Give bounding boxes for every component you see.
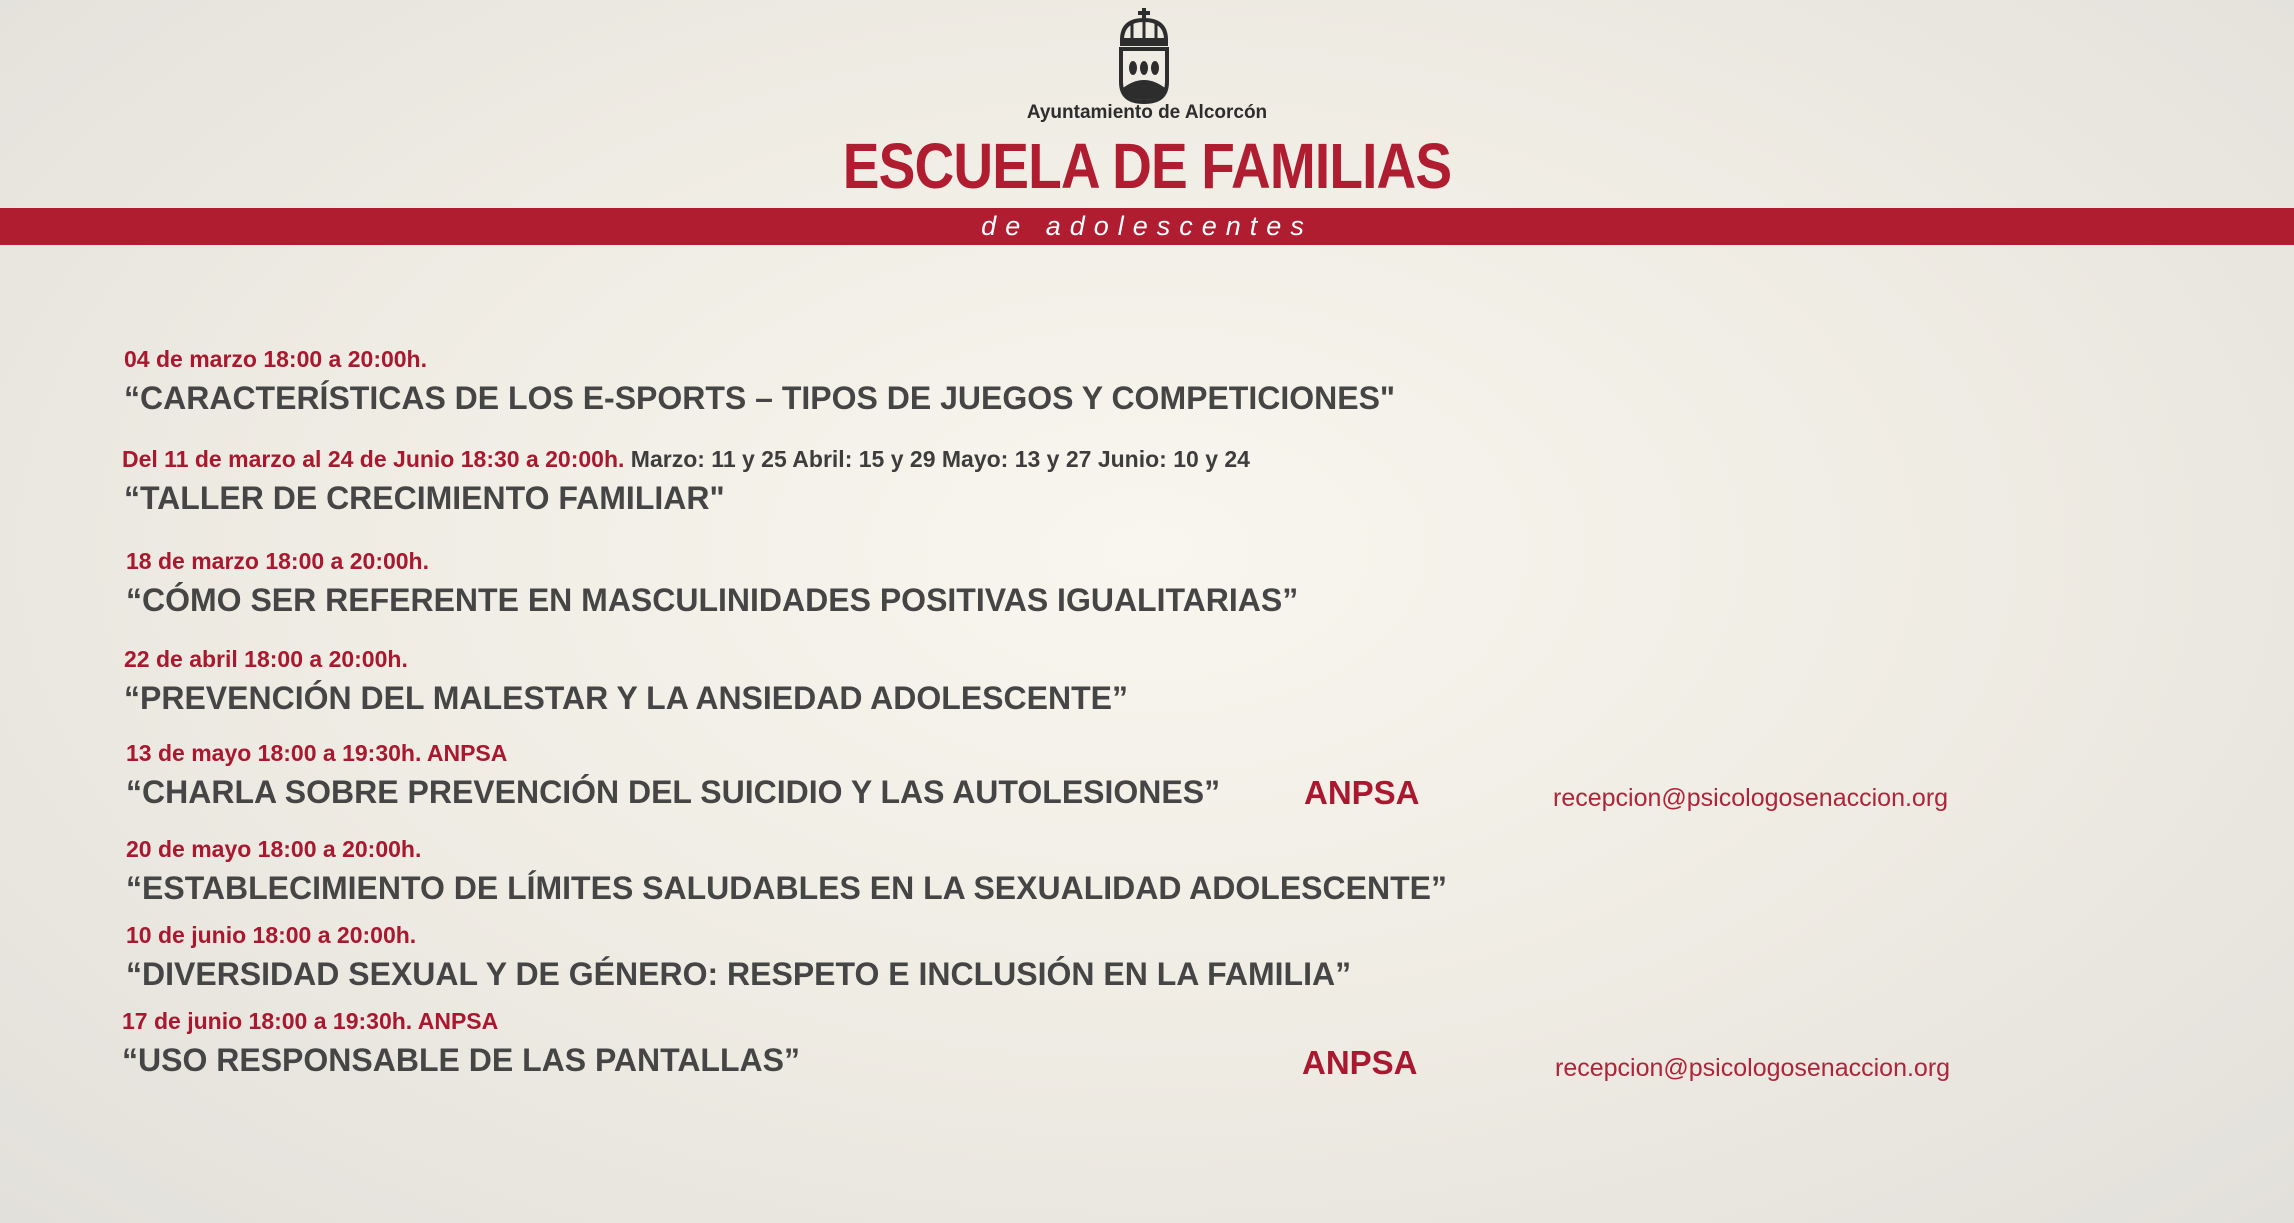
city-hall-name: Ayuntamiento de Alcorcón	[1026, 102, 1268, 123]
event-date: 04 de marzo 18:00 a 20:00h.	[124, 346, 427, 372]
event-date: 13 de mayo 18:00 a 19:30h. ANPSA	[126, 740, 508, 766]
event-date: 22 de abril 18:00 a 20:00h.	[124, 646, 408, 672]
event-title: “ESTABLECIMIENTO DE LÍMITES SALUDABLES EN LA SEXUALIDAD ADOLESCENTE”	[126, 870, 1447, 906]
event-schedule: Marzo: 11 y 25 Abril: 15 y 29 Mayo: 13 y 27 Junio: 10 y 24	[630, 446, 1250, 472]
event-title: “TALLER DE CRECIMIENTO FAMILIAR"	[124, 480, 725, 516]
subtitle-band	[0, 208, 2294, 245]
page-title: ESCUELA DE FAMILIAS	[842, 130, 1452, 202]
event-organizer: ANPSA	[1302, 1044, 1418, 1081]
event-email-link[interactable]: recepcion@psicologosenaccion.org	[1553, 784, 1949, 812]
event-email-link[interactable]: recepcion@psicologosenaccion.org	[1555, 1054, 1951, 1082]
event-date: 18 de marzo 18:00 a 20:00h.	[126, 548, 429, 574]
event-title: “CÓMO SER REFERENTE EN MASCULINIDADES POSITIVAS IGUALITARIAS”	[126, 582, 1299, 618]
page-subtitle: de adolescentes	[981, 211, 1313, 241]
event-title: “CHARLA SOBRE PREVENCIÓN DEL SUICIDIO Y LAS AUTOLESIONES”	[126, 774, 1221, 810]
event-title: “DIVERSIDAD SEXUAL Y DE GÉNERO: RESPETO E INCLUSIÓN EN LA FAMILIA”	[126, 956, 1352, 992]
event-date: 17 de junio 18:00 a 19:30h. ANPSA	[122, 1008, 499, 1034]
event-date-text: Del 11 de marzo al 24 de Junio 18:30 a 20:00h.	[122, 446, 625, 472]
event-title: “USO RESPONSABLE DE LAS PANTALLAS”	[122, 1042, 800, 1078]
event-date: 10 de junio 18:00 a 20:00h.	[126, 922, 417, 948]
event-date: 20 de mayo 18:00 a 20:00h.	[126, 836, 422, 862]
header	[0, 0, 2294, 250]
event-title: “PREVENCIÓN DEL MALESTAR Y LA ANSIEDAD ADOLESCENTE”	[124, 680, 1128, 716]
event-organizer: ANPSA	[1304, 774, 1420, 811]
event-title: “CARACTERÍSTICAS DE LOS E-SPORTS – TIPOS DE JUEGOS Y COMPETICIONES"	[124, 380, 1396, 416]
event-date	[122, 446, 1250, 473]
coat-of-arms-icon	[1116, 8, 1172, 104]
